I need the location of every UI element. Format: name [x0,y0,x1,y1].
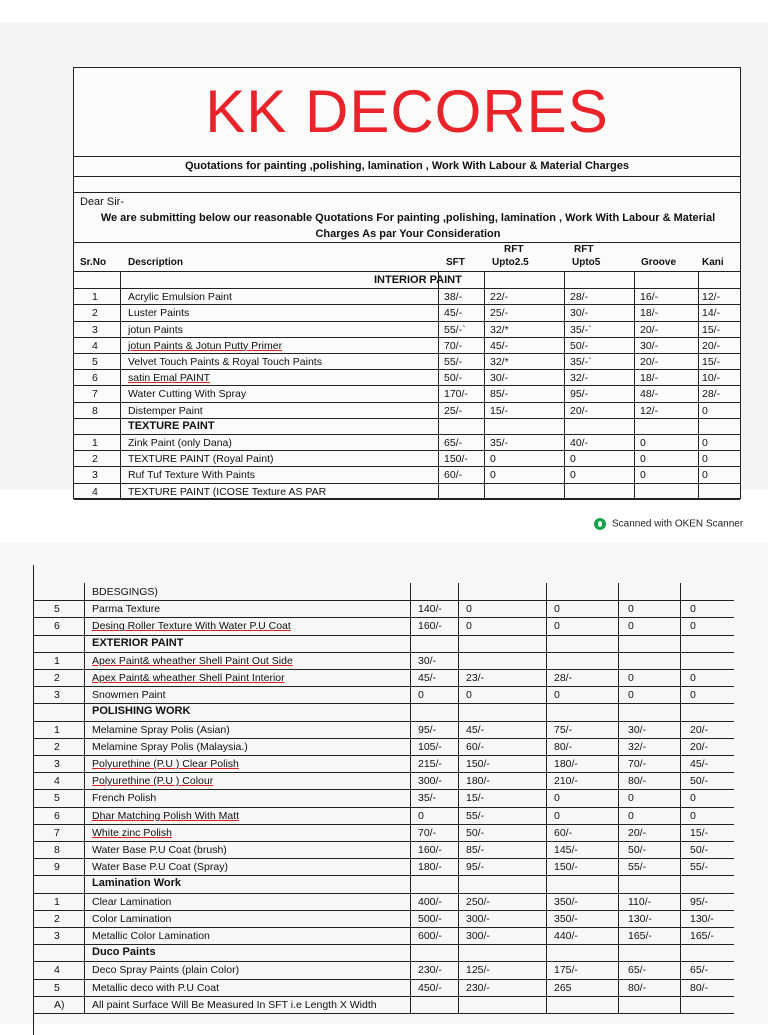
section-heading: EXTERIOR PAINT [92,636,184,649]
row-rft5: 0 [554,809,560,822]
row-groove: 0 [628,809,634,822]
row-description: Ruf Tuf Texture With Paints [128,469,256,482]
row-sft: 105/- [418,740,442,753]
row-sft: 60/- [444,469,463,482]
row-divider [34,927,734,928]
row-rft5: 32/- [570,372,589,385]
row-srno: 1 [92,437,98,449]
row-sft: 70/- [444,339,463,352]
row-description: Polyurethine (P.U ) Colour [92,775,214,788]
row-srno: 3 [92,469,98,482]
row-kani: 50/- [690,775,709,788]
row-sft: 25/- [444,404,463,417]
row-sft: 0 [418,689,424,702]
row-kani: 0 [690,603,696,616]
row-kani: 15/- [690,826,709,839]
row-rft5: 0 [570,453,576,466]
row-groove: 70/- [628,758,647,770]
row-groove: 110/- [628,895,652,908]
row-kani: 20/- [690,740,709,753]
row-srno: 4 [92,485,98,498]
row-sft: 55/-` [444,323,466,336]
row-description: Snowmen Paint [92,689,166,702]
row-description: Parma Texture [92,603,161,616]
row-rft5: 150/- [554,861,578,874]
row-rft5: 95/- [570,388,589,401]
row-srno: 3 [54,930,60,942]
row-groove: 0 [628,620,634,633]
row-srno: 1 [92,291,98,304]
row-rft25: 0 [466,689,472,702]
row-sft: 150/- [444,453,468,466]
divider [74,242,740,243]
row-rft5: 0 [554,792,560,805]
row-rft25: 30/- [490,372,509,385]
salutation: Dear Sir- [80,196,125,208]
row-description: Polyurethine (P.U ) Clear Polish [92,758,239,770]
row-rft5: 28/- [554,672,573,684]
row-groove: 130/- [628,912,652,925]
row-srno: 8 [54,844,60,856]
row-srno: 3 [54,758,60,770]
quotation-page-2 [0,543,768,1024]
row-description: Melamine Spray Polis (Asian) [92,723,230,736]
header-description: Description [128,257,184,268]
divider [74,176,740,177]
row-rft5: 175/- [554,964,578,977]
row-rft25: 300/- [466,930,490,942]
row-groove: 165/- [628,930,652,942]
row-divider [34,858,734,859]
header-groove: Groove [641,257,677,268]
row-divider [34,875,734,876]
row-groove: 0 [628,672,634,684]
row-rft25: 0 [466,620,472,633]
column-divider [618,583,619,1013]
row-rft25: 15/- [466,792,485,805]
column-divider [680,583,681,1013]
row-sft: 70/- [418,826,437,839]
row-srno: 5 [92,356,98,368]
row-divider [74,353,740,354]
row-description: White zinc Polish [92,826,172,839]
header-srno: Sr.No [80,257,107,268]
row-kani: 20/- [690,723,709,736]
row-sft: 140/- [418,603,442,616]
row-rft25: 150/- [466,758,490,770]
row-rft25: 50/- [466,826,485,839]
row-description: All paint Surface Will Be Measured In SFT i.e Length X Width [92,998,377,1011]
row-kani: 0 [690,672,696,684]
row-groove: 18/- [640,307,659,320]
row-rft25: 180/- [466,775,490,788]
section-heading: Duco Paints [92,946,156,959]
row-rft25: 32/* [490,323,509,336]
row-groove: 18/- [640,372,659,385]
row-kani: 65/- [690,964,709,977]
row-divider [34,721,734,722]
row-description: Apex Paint& wheather Shell Paint Out Side [92,654,293,667]
subtitle: Quotations for painting ,polishing, lamination , Work With Labour & Material Charges [185,160,629,172]
row-description: Metallic deco with P.U Coat [92,981,220,994]
row-rft5: 35/-` [570,323,592,336]
row-divider [74,418,740,419]
section-heading: POLISHING WORK [92,705,191,718]
row-kani: 0 [690,792,696,805]
row-groove: 0 [628,603,634,616]
row-rft5: 50/- [570,339,589,352]
section-heading: Lamination Work [92,877,182,890]
header-sft: SFT [446,257,465,268]
row-description: Distemper Paint [128,404,203,417]
row-description: Apex Paint& wheather Shell Paint Interior [92,672,285,684]
row-description: Zink Paint (only Dana) [128,437,232,449]
row-srno: 7 [92,388,98,401]
row-groove: 50/- [628,844,647,856]
row-divider [74,483,740,484]
row-divider [34,703,734,704]
row-divider [34,996,734,997]
row-sft: 180/- [418,861,442,874]
row-rft5: 350/- [554,895,578,908]
row-sft: 600/- [418,930,442,942]
row-srno: 4 [54,964,60,977]
row-kani: 0 [702,404,708,417]
row-sft: 35/- [418,792,437,805]
row-srno: 5 [54,603,60,616]
header-kani: Kani [702,257,724,268]
row-divider [34,600,734,601]
row-description: Color Lamination [92,912,172,925]
row-divider [34,824,734,825]
scanner-text: Scanned with OKEN Scanner [612,518,744,530]
row-kani: 0 [702,469,708,482]
row-rft5: 20/- [570,404,589,417]
brand-title: KK DECORES [205,78,609,145]
row-rft25: 0 [490,469,496,482]
column-divider [458,583,459,1013]
row-srno: 1 [54,723,60,736]
row-rft25: 85/- [466,844,485,856]
row-kani: 0 [690,620,696,633]
row-divider [34,617,734,618]
column-divider [546,583,547,1013]
row-divider [34,738,734,739]
row-rft5: 440/- [554,930,578,942]
row-description: TEXTURE PAINT (Royal Paint) [128,453,274,466]
header-rft5-bottom: Upto5 [572,257,601,268]
row-divider [34,910,734,911]
row-rft5: 210/- [554,775,578,788]
row-rft25: 250/- [466,895,490,908]
row-groove: 12/- [640,404,659,417]
row-divider [34,893,734,894]
row-rft5: 60/- [554,826,573,839]
row-divider [34,652,734,653]
row-divider [34,1013,734,1014]
row-divider [34,944,734,945]
row-divider [34,755,734,756]
row-description: Acrylic Emulsion Paint [128,291,232,304]
row-kani: 80/- [690,981,709,994]
row-divider [34,772,734,773]
row-rft25: 32/* [490,356,509,368]
row-description: Water Base P.U Coat (brush) [92,844,227,856]
row-srno: 7 [54,826,60,839]
row-description: Luster Paints [128,307,190,320]
row-sft: 450/- [418,981,442,994]
row-srno: 2 [92,307,98,320]
row-kani: 14/- [702,307,721,320]
row-kani: 130/- [690,912,714,925]
row-rft5: 0 [554,620,560,633]
row-rft25: 45/- [490,339,509,352]
row-rft5: 350/- [554,912,578,925]
row-kani: 20/- [702,339,721,352]
row-rft25: 60/- [466,740,485,753]
row-description: Melamine Spray Polis (Malaysia.) [92,740,248,753]
row-kani: 0 [690,809,696,822]
row-divider [34,961,734,962]
row-rft5: 0 [554,689,560,702]
row-groove: 0 [628,792,634,805]
row-srno: A) [54,998,65,1011]
row-groove: 20/- [628,826,647,839]
row-kani: 55/- [690,861,709,874]
row-srno: 2 [54,740,60,753]
row-sft: 400/- [418,895,442,908]
row-rft5: 0 [570,469,576,482]
row-rft5: 35/-` [570,356,592,368]
divider [74,156,740,157]
row-rft25: 25/- [490,307,509,320]
row-divider [74,337,740,338]
row-divider [74,369,740,370]
row-srno: 4 [92,339,98,352]
row-description: Water Base P.U Coat (Spray) [92,861,228,874]
row-sft: 30/- [418,654,437,667]
row-rft25: 125/- [466,964,490,977]
row-kani: 45/- [690,758,709,770]
row-rft5: 30/- [570,307,589,320]
section-heading: INTERIOR PAINT [374,274,462,286]
row-srno: 6 [54,620,60,633]
row-srno: 8 [92,404,98,417]
row-divider [34,635,734,636]
row-groove: 80/- [628,775,647,788]
row-groove: 65/- [628,964,647,977]
column-divider [84,583,85,1013]
row-groove: 80/- [628,981,647,994]
section-heading: TEXTURE PAINT [128,419,215,432]
row-divider [74,385,740,386]
row-groove: 16/- [640,291,659,304]
divider [74,271,740,272]
row-divider [74,434,740,435]
row-rft5: 80/- [554,740,573,753]
row-groove: 48/- [640,388,659,401]
row-rft25: 23/- [466,672,485,684]
row-sft: 160/- [418,844,442,856]
row-sft: 230/- [418,964,442,977]
row-rft25: 95/- [466,861,485,874]
row-srno: 5 [54,792,60,805]
row-kani: 0 [690,689,696,702]
row-groove: 55/- [628,861,647,874]
scanner-logo-icon [594,518,606,530]
row-divider [34,979,734,980]
row-rft25: 55/- [466,809,485,822]
row-groove: 32/- [628,740,647,753]
row-groove: 30/- [640,339,659,352]
row-divider [74,402,740,403]
row-description: Metallic Color Lamination [92,930,210,942]
row-srno: 6 [54,809,60,822]
row-srno: 2 [54,912,60,925]
row-divider [74,450,740,451]
row-srno: 3 [54,689,60,702]
column-divider [410,583,411,1013]
row-srno: 9 [54,861,60,874]
row-rft25: 45/- [466,723,485,736]
row-description: Water Cutting With Spray [128,388,247,401]
quotation-frame-1 [73,67,741,499]
scanner-watermark [594,518,743,530]
row-groove: 0 [640,453,646,466]
row-kani: 12/- [702,291,721,304]
row-rft5: 40/- [570,437,589,449]
row-divider [74,321,740,322]
row-description: Deco Spray Paints (plain Color) [92,964,240,977]
row-groove: 30/- [628,723,647,736]
row-sft: 160/- [418,620,442,633]
header-rft5-top: RFT [574,244,594,255]
header-rft25-bottom: Upto2.5 [492,257,529,268]
row-divider [74,304,740,305]
row-kani: 165/- [690,930,714,942]
intro-text: We are submitting below our reasonable Quotations For painting ,polishing, lamination , Work With Labour & Material Charges As par Your Consideration [100,212,716,240]
row-description: BDESGINGS) [92,586,158,598]
row-divider [34,841,734,842]
row-rft25: 0 [490,453,496,466]
row-kani: 10/- [702,372,721,385]
row-sft: 0 [418,809,424,822]
row-sft: 170/- [444,388,468,401]
row-description: French Polish [92,792,157,805]
row-kani: 15/- [702,323,721,336]
row-srno: 2 [54,672,60,684]
row-sft: 55/- [444,356,463,368]
row-srno: 1 [54,654,60,667]
row-divider [34,789,734,790]
row-rft5: 75/- [554,723,573,736]
row-kani: 15/- [702,356,721,368]
row-divider [34,686,734,687]
row-sft: 300/- [418,775,442,788]
row-kani: 0 [702,437,708,449]
row-description: Clear Lamination [92,895,172,908]
row-groove: 0 [640,469,646,482]
row-rft5: 0 [554,603,560,616]
header-rft25-top: RFT [504,244,524,255]
row-divider [74,288,740,289]
row-rft25: 22/- [490,291,509,304]
row-rft25: 300/- [466,912,490,925]
row-sft: 38/- [444,291,463,304]
row-description: Velvet Touch Paints & Royal Touch Paints [128,356,322,368]
row-kani: 0 [702,453,708,466]
row-srno: 3 [92,323,98,336]
row-sft: 95/- [418,723,437,736]
row-groove: 0 [628,689,634,702]
row-description: jotun Paints & Jotun Putty Primer [128,339,283,352]
quotation-page-1 [0,22,768,498]
row-sft: 50/- [444,372,463,385]
row-kani: 50/- [690,844,709,856]
row-srno: 2 [92,453,98,466]
row-description: Dhar Matching Polish With Matt [92,809,240,822]
row-divider [74,466,740,467]
row-rft5: 28/- [570,291,589,304]
row-rft5: 265 [554,981,572,994]
row-description: Desing Roller Texture With Water P.U Coat [92,620,291,633]
row-divider [74,499,740,500]
row-rft25: 35/- [490,437,509,449]
divider [74,192,740,193]
row-groove: 20/- [640,356,659,368]
row-rft25: 230/- [466,981,490,994]
row-description: TEXTURE PAINT (ICOSE Texture AS PAR [128,485,327,498]
row-divider [34,669,734,670]
row-sft: 65/- [444,437,463,449]
row-description: satin Emal PAINT [128,372,211,385]
row-rft5: 145/- [554,844,578,856]
row-srno: 6 [92,372,98,385]
row-kani: 95/- [690,895,709,908]
row-rft25: 15/- [490,404,509,417]
row-srno: 1 [54,895,60,908]
row-rft5: 180/- [554,758,578,770]
row-sft: 45/- [418,672,437,684]
row-sft: 500/- [418,912,442,925]
row-rft25: 0 [466,603,472,616]
row-sft: 215/- [418,758,442,770]
row-kani: 28/- [702,388,721,401]
row-srno: 5 [54,981,60,994]
row-groove: 20/- [640,323,659,336]
row-groove: 0 [640,437,646,449]
row-srno: 4 [54,775,60,788]
row-sft: 45/- [444,307,463,320]
quotation-frame-2 [33,565,739,1035]
row-divider [34,807,734,808]
row-description: jotun Paints [128,323,183,336]
row-rft25: 85/- [490,388,509,401]
